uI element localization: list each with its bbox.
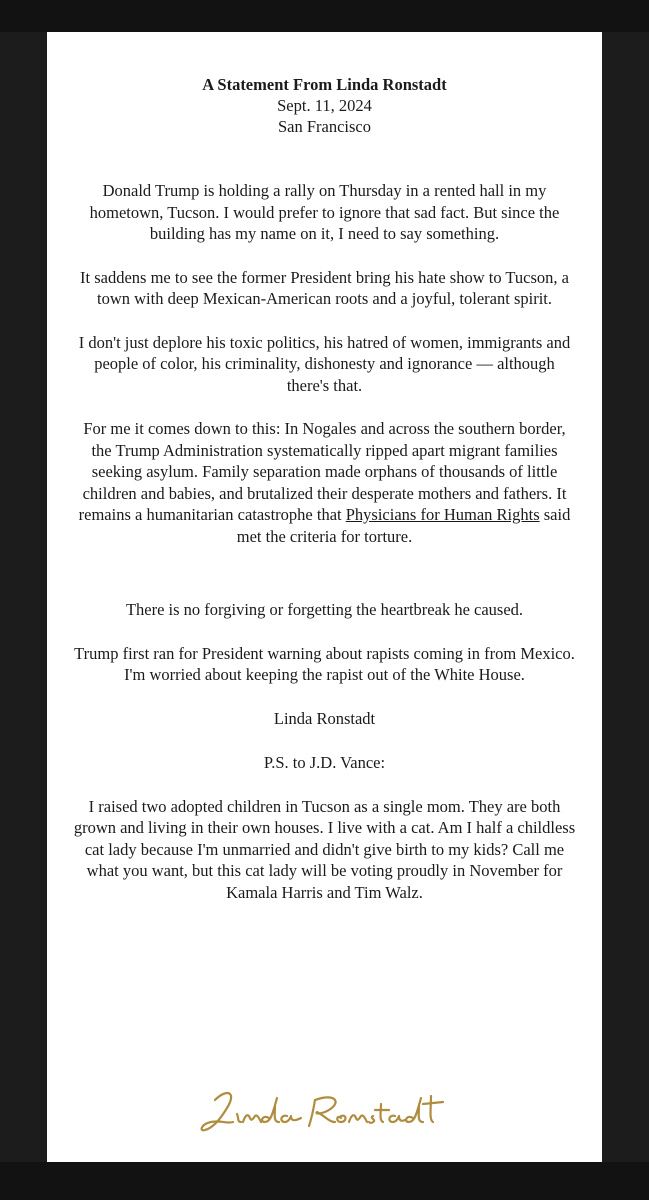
signoff-name: Linda Ronstadt (273, 708, 376, 728)
statement-document (47, 32, 602, 1162)
handwritten-signature (197, 1082, 452, 1142)
bottom-dark-bar (0, 1162, 649, 1200)
paragraph-heartbreak: There is no forgiving or forgetting the heartbreak he caused. (125, 600, 524, 619)
statement-location: San Francisco (277, 117, 372, 136)
statement-header (73, 74, 576, 137)
statement-title: A Statement From Linda Ronstadt (202, 75, 447, 94)
paragraph-deplore: I don't just deplore his toxic politics, his hatred of women, immigrants and people of color, his criminality, dishonesty and ignorance — although there's that. (78, 332, 571, 395)
paragraph-family-separation-end: said met the criteria for torture. (236, 505, 571, 546)
statement-date: Sept. 11, 2024 (277, 96, 372, 115)
paragraph-hate-show: It saddens me to see the former President bring his hate show to Tucson, a town with deep Mexican-American roots and a joyful, tolerant spirit. (80, 267, 569, 308)
ps-heading: P.S. to J.D. Vance: (263, 752, 386, 772)
physicians-for-human-rights-link[interactable]: Physicians for Human Rights (345, 505, 540, 524)
paragraph-white-house: Trump first ran for President warning about rapists coming in from Mexico. I'm worried about keeping the rapist out of the White House. (74, 643, 575, 684)
top-dark-bar (0, 0, 649, 32)
paragraph-family-separation (73, 418, 576, 547)
ps-body: I raised two adopted children in Tucson as a single mom. They are both grown and living in their own houses. I live with a cat. Am I half a childless cat lady because I'm unmarried and didn't give birth to my kids? Call me what you want, but this cat lady will be voting proudly in November for Kamala Harris and Tim Walz. (73, 796, 576, 902)
paragraph-rally: Donald Trump is holding a rally on Thursday in a rented hall in my hometown, Tucson. I would prefer to ignore that sad fact. But since the building has my name on it, I need to say something. (89, 181, 560, 243)
paragraph-family-separation-text: For me it comes down to this: In Nogales and across the southern border, the Trump Administration systematically ripped apart migrant families seeking asylum. Family separation made orphans of thousands of little children and babies, and brutalized their desperate mothers and fathers. It remains a humanitarian catastrophe that (78, 419, 567, 524)
